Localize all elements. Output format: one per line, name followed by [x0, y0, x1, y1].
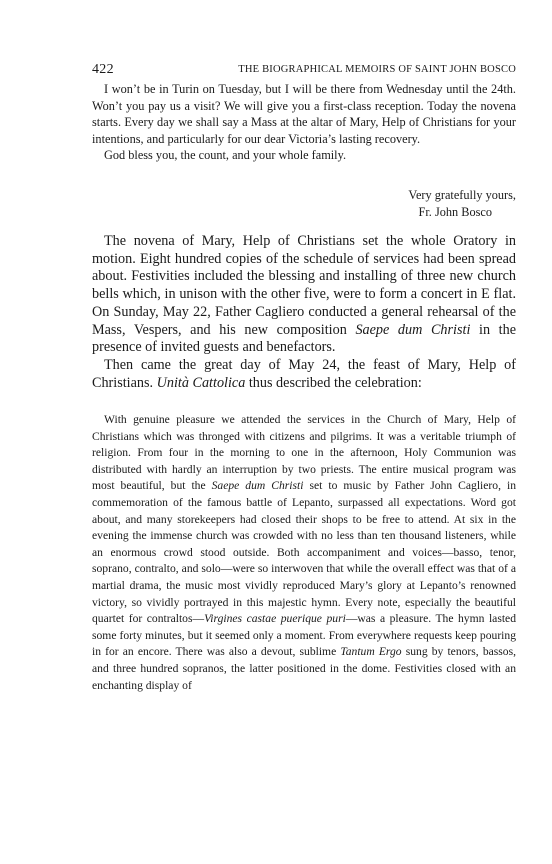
letter-signature-block	[92, 187, 516, 220]
quote-text: set to music by Father John Cagliero, in commemoration of the famous battle of Lepanto, surpassed all expectations. Word got about, and many storekeepers had closed their shops to be free to attend. At six in the evening the immense church was crowded with no less than ten thousand listeners, while an enormous crowd stood outside. Both accompaniment and voices—basso, tenor, soprano, contralto, and solo—were so interwoven that while the overall effect was that of a martial drama, the music most vividly reproduced Mary’s glory at Lepanto’s renowned victory, so vividly portrayed in this majestic hymn. Every note, especially the beautiful quartet for contraltos—	[92, 479, 516, 626]
page-number: 422	[92, 62, 114, 77]
quotation-paragraph	[92, 412, 516, 694]
narrative-text: Then came the great day of May 24, the feast of Mary, Help of Christians.	[92, 356, 516, 391]
hymn-title: Tantum Ergo	[340, 645, 402, 659]
narrative-paragraph-novena	[92, 233, 516, 357]
narrative-paragraph-feast	[92, 357, 516, 392]
quote-text: sung by tenors, bassos, and three hundred sopranos, the latter positioned in the dome. Festivities closed with an enchanting display of	[92, 645, 516, 692]
composition-title: Saepe dum Christi	[211, 479, 304, 493]
block-quotation	[92, 412, 516, 694]
newspaper-title: Unità Cattolica	[156, 374, 246, 391]
page-header	[92, 62, 516, 80]
letter-signature: Fr. John Bosco	[418, 204, 492, 219]
quote-text: With genuine pleasure we attended the services in the Church of Mary, Help of Christians which was thronged with citizens and pilgrims. It was a veritable triumph of religion. From four in the morning to one in the afternoon, Holy Communion was distributed with hardly an interruption by two priests. The entire musical program was most beautiful, but the	[92, 413, 516, 493]
composition-title: Saepe dum Christi	[355, 321, 471, 338]
narrative-text: thus described the celebration:	[245, 374, 422, 391]
quartet-title: Virgines castae puerique puri	[204, 612, 346, 626]
quote-text: —was a pleasure. The hymn lasted some forty minutes, but it seemed only a moment. From everywhere requests keep pouring in for an encore. There was also a devout, sublime	[92, 612, 516, 659]
narrative-text: The novena of Mary, Help of Christians set the whole Oratory in motion. Eight hundred copies of the schedule of services had been spread about. Festivities included the blessing and installing of three new church bells which, in unison with the other five, were to form a concert in E flat. On Sunday, May 22, Father Cagliero conducted a general rehearsal of the Mass, Vespers, and his new composition	[92, 233, 516, 338]
narrative-text: in the presence of invited guests and benefactors.	[92, 321, 517, 356]
letter-blessing: God bless you, the count, and your whole family.	[104, 148, 347, 163]
narrative-body	[92, 233, 516, 392]
letter-closing: Very gratefully yours,	[408, 188, 516, 202]
letter-body	[92, 81, 516, 164]
running-title: THE BIOGRAPHICAL MEMOIRS OF SAINT JOHN BOSCO	[238, 64, 516, 75]
letter-paragraph: I won’t be in Turin on Tuesday, but I will be there from Wednesday until the 24th. Won’t you pay us a visit? We will give you a first-class reception. Today the novena starts. Every day we shall say a Mass at the altar of Mary, Help of Christians for your intentions, and particularly for our dear Victoria’s lasting recovery.	[92, 82, 516, 146]
